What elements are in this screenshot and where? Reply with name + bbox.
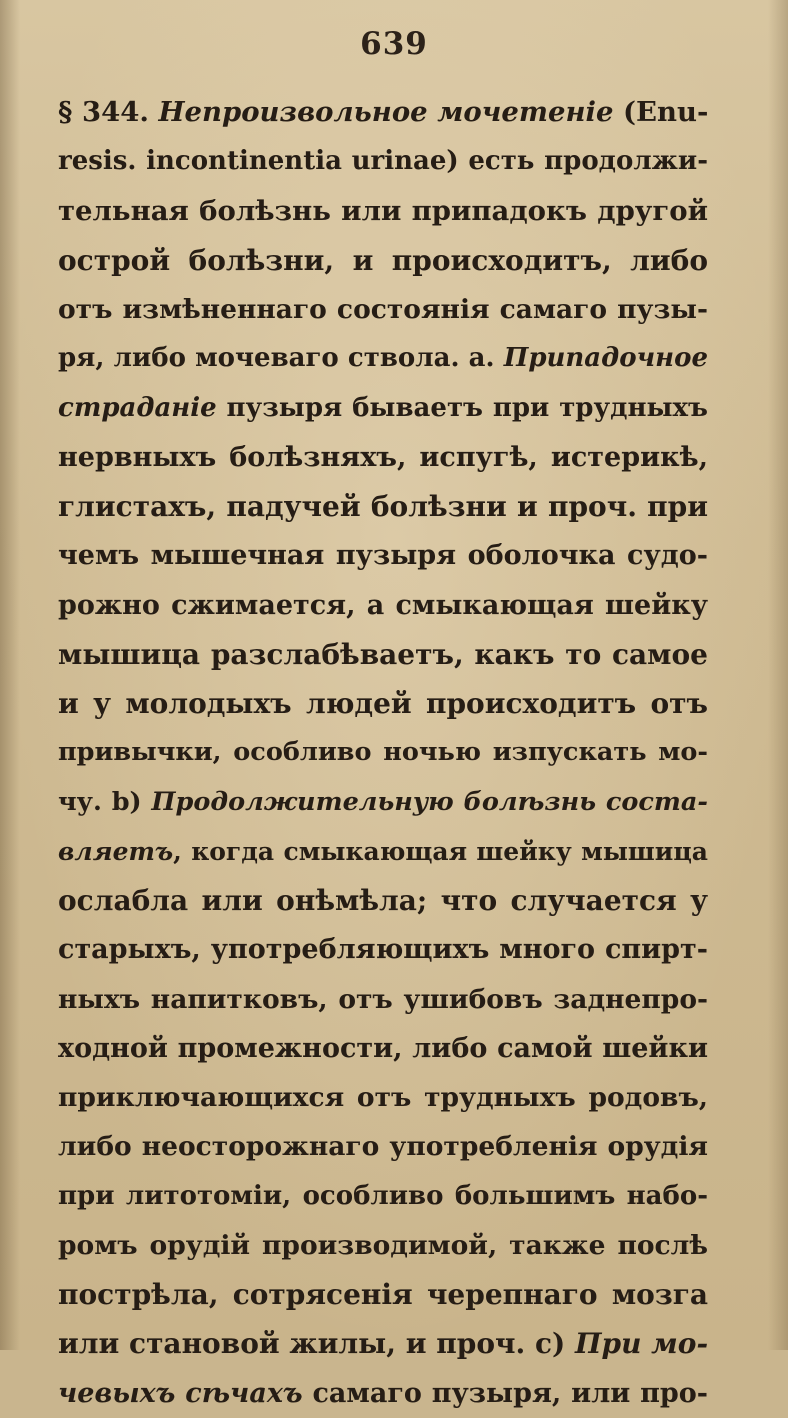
text-segment: resis. incontinentia urinae) есть продолжи- (58, 146, 708, 177)
text-segment: пострѣла, сотрясенія черепнаго мозга (58, 1278, 708, 1311)
text-segment: глистахъ, падучей болѣзни и проч. при (58, 490, 708, 523)
italic-term: Продолжительную болѣзнь соста- (151, 786, 708, 817)
text-line (58, 1024, 708, 1073)
text-line (58, 1122, 708, 1171)
text-segment: ходной промежности, либо самой шейки (58, 1032, 708, 1064)
text-line (58, 1319, 708, 1368)
italic-term: вляетъ (58, 836, 174, 866)
text-segment: привычки, особливо ночью изпускать мо- (58, 737, 708, 768)
page-edge-shadow-right (768, 0, 788, 1350)
italic-term: Припадочное (503, 343, 708, 374)
text-segment: чу. b) (58, 786, 152, 817)
text-segment: острой болѣзни, и происходитъ, либо (58, 243, 708, 277)
text-segment: § 344. (58, 96, 159, 128)
page-number: 639 (360, 26, 428, 62)
text-segment: и у молодыхъ людей происходитъ отъ (58, 687, 708, 720)
text-line (58, 531, 708, 580)
text-line (58, 679, 708, 728)
text-line (58, 876, 708, 925)
text-segment: (Enu- (613, 96, 709, 128)
text-segment: пузыря бываетъ при трудныхъ (216, 392, 708, 423)
text-line (58, 1073, 708, 1122)
text-line (58, 187, 708, 236)
text-line (58, 581, 708, 630)
text-line (58, 778, 708, 827)
text-line (58, 482, 708, 531)
text-segment: , когда смыкающая шейку мышица (173, 836, 708, 866)
text-segment: чемъ мышечная пузыря оболочка судо- (58, 540, 708, 572)
text-line (58, 433, 708, 482)
italic-term: При мо- (575, 1327, 709, 1361)
text-line (58, 285, 708, 334)
italic-term: чевыхъ сѣчахъ (58, 1377, 303, 1409)
text-line (58, 728, 708, 777)
text-segment: старыхъ, употребляющихъ много спирт- (58, 934, 708, 966)
text-segment: ромъ орудій производимой, также послѣ (58, 1229, 708, 1261)
text-segment: тельная болѣзнь или припадокъ другой (58, 194, 708, 227)
text-segment: самаго пузыря, или про- (302, 1377, 708, 1409)
text-line (58, 1369, 708, 1418)
text-line (58, 88, 708, 137)
body-text (58, 88, 708, 1418)
text-segment: либо неосторожнаго употребленія орудія (58, 1131, 708, 1163)
italic-term: Непроизвольное мочетеніе (158, 96, 614, 128)
text-segment: приключающихся отъ трудныхъ родовъ, (58, 1082, 708, 1113)
text-line (58, 334, 708, 383)
text-segment: нервныхъ болѣзняхъ, испугѣ, истерикѣ, (58, 441, 708, 473)
text-segment: ря, либо мочеваго ствола. a. (58, 343, 504, 374)
text-line (58, 630, 708, 679)
page-edge-shadow-left (0, 0, 20, 1350)
text-segment: отъ измѣненнаго состоянія самаго пузы- (58, 294, 708, 325)
text-line (58, 384, 708, 433)
text-line (58, 975, 708, 1024)
text-line (58, 137, 708, 186)
text-segment: ныхъ напитковъ, отъ ушибовъ заднепро- (58, 983, 708, 1015)
text-line (58, 1172, 708, 1221)
italic-term: страданіе (58, 392, 217, 423)
text-line (58, 827, 708, 876)
text-segment: мышица разслабѣваетъ, какъ то самое (58, 637, 708, 671)
text-line (58, 1221, 708, 1270)
text-line (58, 236, 708, 285)
text-segment: ослабла или онѣмѣла; что случается у (58, 884, 708, 917)
text-segment: рожно сжимается, а смыкающая шейку (58, 589, 708, 621)
text-segment: при литотоміи, особливо большимъ набо- (58, 1180, 708, 1211)
text-line (58, 1270, 708, 1319)
text-segment: или становой жилы, и проч. c) (58, 1327, 576, 1361)
text-line (58, 925, 708, 974)
